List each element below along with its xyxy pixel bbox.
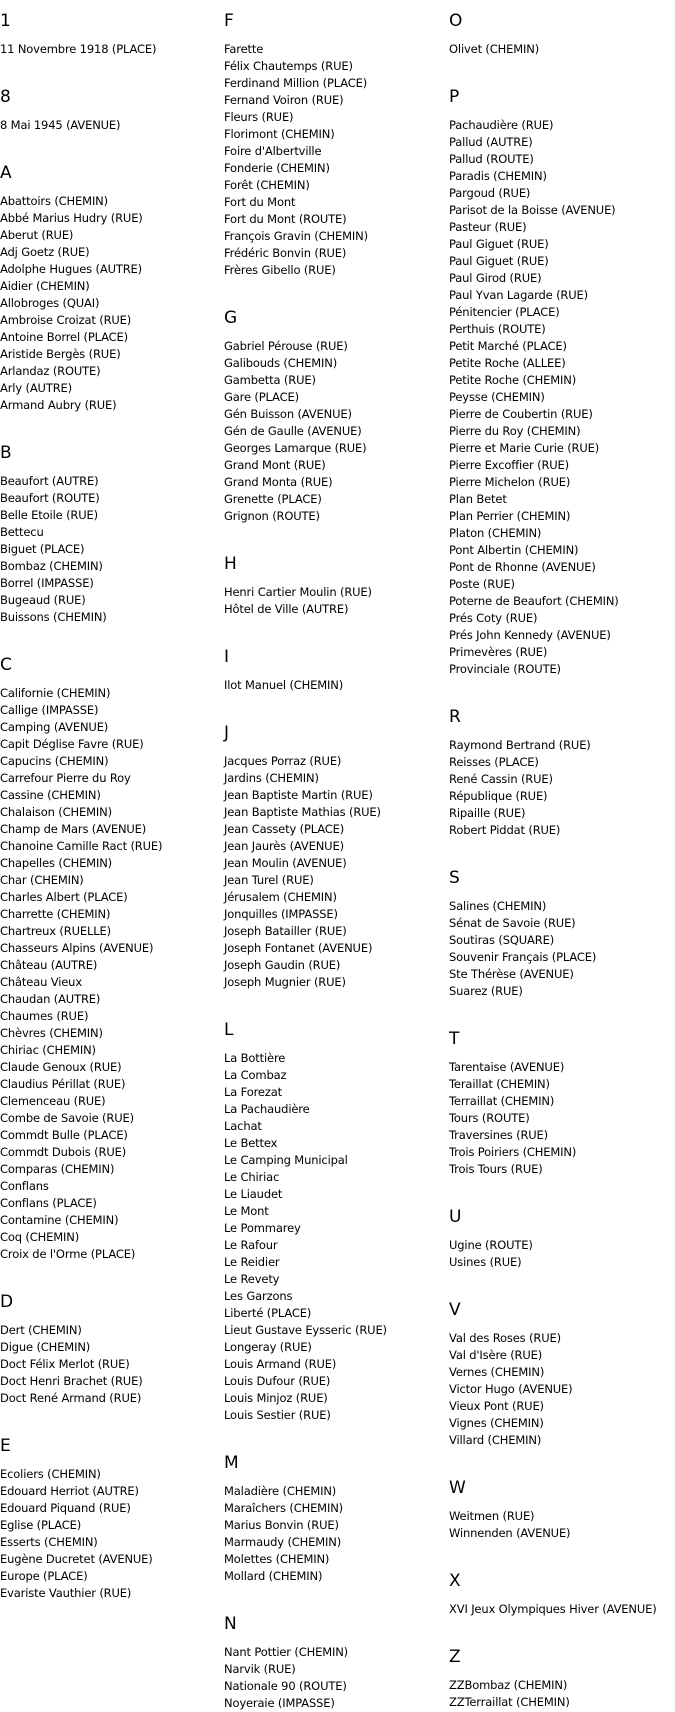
street-name: Conflans (PLACE) bbox=[0, 1196, 97, 1210]
street-name: Joseph Mugnier (RUE) bbox=[224, 975, 346, 989]
street-name: Petite Roche (CHEMIN) bbox=[449, 373, 577, 387]
street-name: Californie (CHEMIN) bbox=[0, 686, 111, 700]
street-name: Doct Henri Brachet (RUE) bbox=[0, 1374, 143, 1388]
street-name: Félix Chautemps (RUE) bbox=[224, 59, 353, 73]
street-name: Le Pommarey bbox=[224, 1221, 301, 1235]
street-name: Commdt Dubois (RUE) bbox=[0, 1145, 127, 1159]
street-name: La Combaz bbox=[224, 1068, 287, 1082]
street-name: Capucins (CHEMIN) bbox=[0, 754, 109, 768]
street-name: Capit Déglise Favre (RUE) bbox=[0, 737, 144, 751]
section-letter-heading: P bbox=[449, 87, 460, 107]
street-name: Villard (CHEMIN) bbox=[449, 1433, 542, 1447]
street-name: Louis Dufour (RUE) bbox=[224, 1374, 331, 1388]
street-name: Chanoine Camille Ract (RUE) bbox=[0, 839, 163, 853]
section-letter-heading: M bbox=[224, 1453, 239, 1473]
street-name: 8 Mai 1945 (AVENUE) bbox=[0, 118, 121, 132]
street-name: Ecoliers (CHEMIN) bbox=[0, 1467, 101, 1481]
street-name: Aberut (RUE) bbox=[0, 228, 74, 242]
street-name: Chaumes (RUE) bbox=[0, 1009, 89, 1023]
street-name: Usines (RUE) bbox=[449, 1255, 522, 1269]
section-letter-heading: L bbox=[224, 1020, 234, 1040]
street-name: Aidier (CHEMIN) bbox=[0, 279, 90, 293]
street-name: Suarez (RUE) bbox=[449, 984, 523, 998]
letter-section bbox=[0, 162, 222, 432]
street-name: Petit Marché (PLACE) bbox=[449, 339, 567, 353]
section-letter-heading: V bbox=[449, 1300, 461, 1320]
street-name: XVI Jeux Olympiques Hiver (AVENUE) bbox=[449, 1602, 657, 1616]
street-name: Carrefour Pierre du Roy bbox=[0, 771, 131, 785]
street-name: Val des Roses (RUE) bbox=[449, 1331, 561, 1345]
letter-section bbox=[224, 307, 446, 543]
street-name: Plan Perrier (CHEMIN) bbox=[449, 509, 571, 523]
street-name: Bettecu bbox=[0, 525, 44, 539]
section-letter-heading: R bbox=[449, 707, 461, 727]
street-name: Claudius Périllat (RUE) bbox=[0, 1077, 126, 1091]
letter-section bbox=[449, 1206, 675, 1289]
letter-section bbox=[449, 1477, 675, 1560]
street-name: Jérusalem (CHEMIN) bbox=[224, 890, 337, 904]
section-letter-heading: W bbox=[449, 1478, 466, 1498]
street-name: Beaufort (AUTRE) bbox=[0, 474, 99, 488]
street-name: Weitmen (RUE) bbox=[449, 1509, 535, 1523]
letter-section bbox=[449, 86, 675, 696]
street-name: Europe (PLACE) bbox=[0, 1569, 88, 1583]
street-name: Bombaz (CHEMIN) bbox=[0, 559, 103, 573]
street-name: Mollard (CHEMIN) bbox=[224, 1569, 323, 1583]
street-name: Nationale 90 (ROUTE) bbox=[224, 1679, 347, 1693]
section-letter-heading: C bbox=[0, 655, 12, 675]
street-name: Raymond Bertrand (RUE) bbox=[449, 738, 591, 752]
street-name: Pallud (AUTRE) bbox=[449, 135, 533, 149]
street-name: La Bottière bbox=[224, 1051, 286, 1065]
section-letter-heading: G bbox=[224, 308, 238, 328]
section-letter-heading: X bbox=[449, 1571, 461, 1591]
street-name: Parisot de la Boisse (AVENUE) bbox=[449, 203, 616, 217]
street-name: Poste (RUE) bbox=[449, 577, 515, 591]
street-name: Winnenden (AVENUE) bbox=[449, 1526, 571, 1540]
section-letter-heading: I bbox=[224, 647, 230, 667]
street-name: Adolphe Hugues (AUTRE) bbox=[0, 262, 142, 276]
street-name: Molettes (CHEMIN) bbox=[224, 1552, 330, 1566]
letter-section bbox=[0, 1291, 222, 1425]
street-name: Maladière (CHEMIN) bbox=[224, 1484, 337, 1498]
street-name: Charles Albert (PLACE) bbox=[0, 890, 128, 904]
street-name: Victor Hugo (AVENUE) bbox=[449, 1382, 573, 1396]
letter-section bbox=[449, 1028, 675, 1196]
street-name: Primevères (RUE) bbox=[449, 645, 548, 659]
street-name: Trois Tours (RUE) bbox=[449, 1162, 543, 1176]
street-name: Fonderie (CHEMIN) bbox=[224, 161, 330, 175]
street-name: Provinciale (ROUTE) bbox=[449, 662, 561, 676]
street-name: Narvik (RUE) bbox=[224, 1662, 296, 1676]
street-name: Pierre Michelon (RUE) bbox=[449, 475, 571, 489]
street-name: Jean Cassety (PLACE) bbox=[224, 822, 345, 836]
street-name: Pont de Rhonne (AVENUE) bbox=[449, 560, 596, 574]
street-name: 11 Novembre 1918 (PLACE) bbox=[0, 42, 157, 56]
street-name: Paul Giguet (RUE) bbox=[449, 237, 549, 251]
street-name: Dert (CHEMIN) bbox=[0, 1323, 82, 1337]
street-name: Ste Thérèse (AVENUE) bbox=[449, 967, 574, 981]
street-name: Peysse (CHEMIN) bbox=[449, 390, 545, 404]
street-name: Petite Roche (ALLEE) bbox=[449, 356, 566, 370]
street-name: Maraîchers (CHEMIN) bbox=[224, 1501, 343, 1515]
letter-section bbox=[0, 1435, 222, 1602]
street-name: Nant Pottier (CHEMIN) bbox=[224, 1645, 349, 1659]
street-name: Fort du Mont bbox=[224, 195, 296, 209]
street-name: Fort du Mont (ROUTE) bbox=[224, 212, 347, 226]
street-name: Contamine (CHEMIN) bbox=[0, 1213, 119, 1227]
section-letter-heading: U bbox=[449, 1207, 462, 1227]
street-name: ZZTerraillat (CHEMIN) bbox=[449, 1695, 570, 1709]
street-name: Gare (PLACE) bbox=[224, 390, 299, 404]
street-name: Jonquilles (IMPASSE) bbox=[224, 907, 338, 921]
street-name: Joseph Batailler (RUE) bbox=[224, 924, 347, 938]
street-name: Chiriac (CHEMIN) bbox=[0, 1043, 96, 1057]
street-name: Le Reidier bbox=[224, 1255, 280, 1269]
street-name: Abattoirs (CHEMIN) bbox=[0, 194, 108, 208]
letter-section bbox=[224, 1613, 446, 1712]
street-name: Gén de Gaulle (AVENUE) bbox=[224, 424, 362, 438]
street-name: Louis Armand (RUE) bbox=[224, 1357, 337, 1371]
street-name: Ambroise Croizat (RUE) bbox=[0, 313, 132, 327]
street-name: Armand Aubry (RUE) bbox=[0, 398, 117, 412]
street-name: Frères Gibello (RUE) bbox=[224, 263, 336, 277]
street-name: Traversines (RUE) bbox=[449, 1128, 549, 1142]
street-name: Char (CHEMIN) bbox=[0, 873, 84, 887]
street-name: Arlandaz (ROUTE) bbox=[0, 364, 101, 378]
street-name: Les Garzons bbox=[224, 1289, 293, 1303]
section-letter-heading: E bbox=[0, 1436, 11, 1456]
letter-section bbox=[449, 1570, 675, 1636]
letter-section bbox=[449, 1299, 675, 1467]
street-name: La Pachaudière bbox=[224, 1102, 310, 1116]
street-name: Sénat de Savoie (RUE) bbox=[449, 916, 576, 930]
street-name: Jean Jaurès (AVENUE) bbox=[224, 839, 344, 853]
street-name: Chasseurs Alpins (AVENUE) bbox=[0, 941, 154, 955]
street-name: République (RUE) bbox=[449, 789, 548, 803]
street-name: Paul Yvan Lagarde (RUE) bbox=[449, 288, 588, 302]
street-name: Chapelles (CHEMIN) bbox=[0, 856, 112, 870]
street-name: Paradis (CHEMIN) bbox=[449, 169, 547, 183]
section-letter-heading: F bbox=[224, 11, 234, 31]
street-name: Jean Moulin (AVENUE) bbox=[224, 856, 347, 870]
letter-section bbox=[0, 86, 222, 152]
street-name: Champ de Mars (AVENUE) bbox=[0, 822, 147, 836]
street-name: Soutiras (SQUARE) bbox=[449, 933, 555, 947]
street-name: Charrette (CHEMIN) bbox=[0, 907, 111, 921]
street-name: René Cassin (RUE) bbox=[449, 772, 553, 786]
street-name: Lieut Gustave Eysseric (RUE) bbox=[224, 1323, 387, 1337]
street-name: Marius Bonvin (RUE) bbox=[224, 1518, 339, 1532]
street-name: Esserts (CHEMIN) bbox=[0, 1535, 98, 1549]
street-name: Conflans bbox=[0, 1179, 49, 1193]
street-name: Comparas (CHEMIN) bbox=[0, 1162, 115, 1176]
street-name: Clemenceau (RUE) bbox=[0, 1094, 106, 1108]
street-name: Claude Genoux (RUE) bbox=[0, 1060, 122, 1074]
street-name: Val d'Isère (RUE) bbox=[449, 1348, 543, 1362]
street-name: Poterne de Beaufort (CHEMIN) bbox=[449, 594, 619, 608]
street-name: Farette bbox=[224, 42, 264, 56]
street-name: Ilot Manuel (CHEMIN) bbox=[224, 678, 344, 692]
street-name: Beaufort (ROUTE) bbox=[0, 491, 100, 505]
section-letter-heading: 8 bbox=[0, 87, 11, 107]
street-name: Allobroges (QUAI) bbox=[0, 296, 100, 310]
street-name: Pallud (ROUTE) bbox=[449, 152, 534, 166]
street-name: Fernand Voiron (RUE) bbox=[224, 93, 344, 107]
street-name: Pierre et Marie Curie (RUE) bbox=[449, 441, 600, 455]
street-name: Le Bettex bbox=[224, 1136, 278, 1150]
street-name: Commdt Bulle (PLACE) bbox=[0, 1128, 128, 1142]
street-name: François Gravin (CHEMIN) bbox=[224, 229, 368, 243]
letter-section bbox=[224, 1452, 446, 1603]
letter-section bbox=[449, 10, 675, 76]
street-name: Terraillat (CHEMIN) bbox=[449, 1094, 555, 1108]
section-letter-heading: A bbox=[0, 163, 12, 183]
street-name: Chartreux (RUELLE) bbox=[0, 924, 111, 938]
street-name: Paul Girod (RUE) bbox=[449, 271, 542, 285]
street-name: Chèvres (CHEMIN) bbox=[0, 1026, 103, 1040]
section-letter-heading: D bbox=[0, 1292, 14, 1312]
street-name: Grignon (ROUTE) bbox=[224, 509, 320, 523]
letter-section bbox=[449, 706, 675, 857]
section-letter-heading: Z bbox=[449, 1647, 461, 1667]
street-name: Frédéric Bonvin (RUE) bbox=[224, 246, 347, 260]
street-name: Coq (CHEMIN) bbox=[0, 1230, 80, 1244]
street-name: Croix de l'Orme (PLACE) bbox=[0, 1247, 136, 1261]
street-name: Reisses (PLACE) bbox=[449, 755, 539, 769]
street-name: Chalaison (CHEMIN) bbox=[0, 805, 112, 819]
street-name: Le Liaudet bbox=[224, 1187, 283, 1201]
street-name: Olivet (CHEMIN) bbox=[449, 42, 540, 56]
street-name: Perthuis (ROUTE) bbox=[449, 322, 546, 336]
street-name: Noyeraie (IMPASSE) bbox=[224, 1696, 335, 1710]
street-name: Ugine (ROUTE) bbox=[449, 1238, 533, 1252]
letter-section bbox=[224, 646, 446, 712]
section-letter-heading: N bbox=[224, 1614, 237, 1634]
street-name: Salines (CHEMIN) bbox=[449, 899, 547, 913]
street-name: Plan Betet bbox=[449, 492, 507, 506]
street-name: Prés Coty (RUE) bbox=[449, 611, 538, 625]
street-name: Château (AUTRE) bbox=[0, 958, 98, 972]
street-name: Pargoud (RUE) bbox=[449, 186, 531, 200]
street-name: Doct René Armand (RUE) bbox=[0, 1391, 142, 1405]
street-index-column-1 bbox=[0, 0, 222, 1602]
street-name: Belle Etoile (RUE) bbox=[0, 508, 98, 522]
street-name: Pasteur (RUE) bbox=[449, 220, 527, 234]
street-name: Longeray (RUE) bbox=[224, 1340, 312, 1354]
street-name: Cassine (CHEMIN) bbox=[0, 788, 101, 802]
street-name: Bugeaud (RUE) bbox=[0, 593, 86, 607]
section-letter-heading: 1 bbox=[0, 11, 11, 31]
street-name: Borrel (IMPASSE) bbox=[0, 576, 94, 590]
street-name: Foire d'Albertville bbox=[224, 144, 322, 158]
street-name: Jean Turel (RUE) bbox=[224, 873, 314, 887]
street-name: Trois Poiriers (CHEMIN) bbox=[449, 1145, 577, 1159]
street-name: Louis Sestier (RUE) bbox=[224, 1408, 331, 1422]
street-name: Pénitencier (PLACE) bbox=[449, 305, 560, 319]
section-letter-heading: S bbox=[449, 868, 460, 888]
street-name: Vieux Pont (RUE) bbox=[449, 1399, 544, 1413]
street-name: Jacques Porraz (RUE) bbox=[224, 754, 342, 768]
letter-section bbox=[224, 553, 446, 636]
street-name: Gén Buisson (AVENUE) bbox=[224, 407, 352, 421]
street-name: Tours (ROUTE) bbox=[449, 1111, 530, 1125]
letter-section bbox=[224, 10, 446, 297]
street-name: Eugène Ducretet (AVENUE) bbox=[0, 1552, 153, 1566]
street-name: Joseph Fontanet (AVENUE) bbox=[224, 941, 373, 955]
street-name: Tarentaise (AVENUE) bbox=[449, 1060, 565, 1074]
street-name: Abbé Marius Hudry (RUE) bbox=[0, 211, 143, 225]
section-letter-heading: H bbox=[224, 554, 237, 574]
letter-section bbox=[449, 867, 675, 1018]
street-name: Galibouds (CHEMIN) bbox=[224, 356, 338, 370]
street-name: Grenette (PLACE) bbox=[224, 492, 322, 506]
street-name: Eglise (PLACE) bbox=[0, 1518, 82, 1532]
street-name: Liberté (PLACE) bbox=[224, 1306, 312, 1320]
street-name: ZZBombaz (CHEMIN) bbox=[449, 1678, 568, 1692]
street-name: Le Revety bbox=[224, 1272, 280, 1286]
street-name: Pont Albertin (CHEMIN) bbox=[449, 543, 579, 557]
street-name: Le Rafour bbox=[224, 1238, 278, 1252]
street-name: Adj Goetz (RUE) bbox=[0, 245, 90, 259]
letter-section bbox=[0, 442, 222, 644]
section-letter-heading: J bbox=[224, 723, 230, 743]
street-name: Aristide Bergès (RUE) bbox=[0, 347, 121, 361]
street-name: Jardins (CHEMIN) bbox=[224, 771, 319, 785]
street-name: Joseph Gaudin (RUE) bbox=[224, 958, 341, 972]
street-name: Henri Cartier Moulin (RUE) bbox=[224, 585, 372, 599]
street-name: Souvenir Français (PLACE) bbox=[449, 950, 597, 964]
street-name: Vignes (CHEMIN) bbox=[449, 1416, 544, 1430]
street-name: Jean Baptiste Martin (RUE) bbox=[224, 788, 373, 802]
street-name: Grand Mont (RUE) bbox=[224, 458, 326, 472]
street-name: Prés John Kennedy (AVENUE) bbox=[449, 628, 611, 642]
street-name: Ripaille (RUE) bbox=[449, 806, 526, 820]
street-name: Platon (CHEMIN) bbox=[449, 526, 542, 540]
street-name: Doct Félix Merlot (RUE) bbox=[0, 1357, 130, 1371]
street-name: Pierre Excoffier (RUE) bbox=[449, 458, 570, 472]
section-letter-heading: T bbox=[449, 1029, 460, 1049]
street-name: Jean Baptiste Mathias (RUE) bbox=[224, 805, 381, 819]
street-name: Grand Monta (RUE) bbox=[224, 475, 333, 489]
letter-section bbox=[224, 722, 446, 1009]
section-letter-heading: B bbox=[0, 443, 12, 463]
letter-section bbox=[0, 654, 222, 1281]
street-name: Edouard Herriot (AUTRE) bbox=[0, 1484, 139, 1498]
street-name: Camping (AVENUE) bbox=[0, 720, 109, 734]
street-name: Vernes (CHEMIN) bbox=[449, 1365, 545, 1379]
street-name: Château Vieux bbox=[0, 975, 82, 989]
street-name: Digue (CHEMIN) bbox=[0, 1340, 91, 1354]
street-name: Hôtel de Ville (AUTRE) bbox=[224, 602, 349, 616]
section-letter-heading: O bbox=[449, 11, 463, 31]
street-name: Paul Giguet (RUE) bbox=[449, 254, 549, 268]
street-name: Callige (IMPASSE) bbox=[0, 703, 99, 717]
street-index-column-3 bbox=[449, 0, 675, 1711]
street-name: Pierre du Roy (CHEMIN) bbox=[449, 424, 581, 438]
street-name: Antoine Borrel (PLACE) bbox=[0, 330, 129, 344]
street-name: Gambetta (RUE) bbox=[224, 373, 316, 387]
letter-section bbox=[224, 1019, 446, 1442]
street-name: Le Camping Municipal bbox=[224, 1153, 348, 1167]
street-name: Pachaudière (RUE) bbox=[449, 118, 554, 132]
street-name: Georges Lamarque (RUE) bbox=[224, 441, 367, 455]
street-name: Florimont (CHEMIN) bbox=[224, 127, 335, 141]
street-name: Biguet (PLACE) bbox=[0, 542, 85, 556]
street-name: La Forezat bbox=[224, 1085, 282, 1099]
street-name: Teraillat (CHEMIN) bbox=[449, 1077, 550, 1091]
street-name: Chaudan (AUTRE) bbox=[0, 992, 101, 1006]
street-index-column-2 bbox=[224, 0, 446, 1712]
street-name: Marmaudy (CHEMIN) bbox=[224, 1535, 342, 1549]
street-name: Fleurs (RUE) bbox=[224, 110, 294, 124]
street-name: Le Mont bbox=[224, 1204, 269, 1218]
street-name: Robert Piddat (RUE) bbox=[449, 823, 561, 837]
street-name: Gabriel Pérouse (RUE) bbox=[224, 339, 348, 353]
street-name: Pierre de Coubertin (RUE) bbox=[449, 407, 593, 421]
street-name: Arly (AUTRE) bbox=[0, 381, 72, 395]
street-name: Louis Minjoz (RUE) bbox=[224, 1391, 328, 1405]
letter-section bbox=[449, 1646, 675, 1711]
street-name: Ferdinand Million (PLACE) bbox=[224, 76, 368, 90]
street-name: Combe de Savoie (RUE) bbox=[0, 1111, 134, 1125]
letter-section bbox=[0, 10, 222, 76]
street-name: Le Chiriac bbox=[224, 1170, 280, 1184]
street-name: Evariste Vauthier (RUE) bbox=[0, 1586, 132, 1600]
street-name: Lachat bbox=[224, 1119, 262, 1133]
street-name: Buissons (CHEMIN) bbox=[0, 610, 107, 624]
street-name: Forêt (CHEMIN) bbox=[224, 178, 310, 192]
street-name: Edouard Piquand (RUE) bbox=[0, 1501, 131, 1515]
